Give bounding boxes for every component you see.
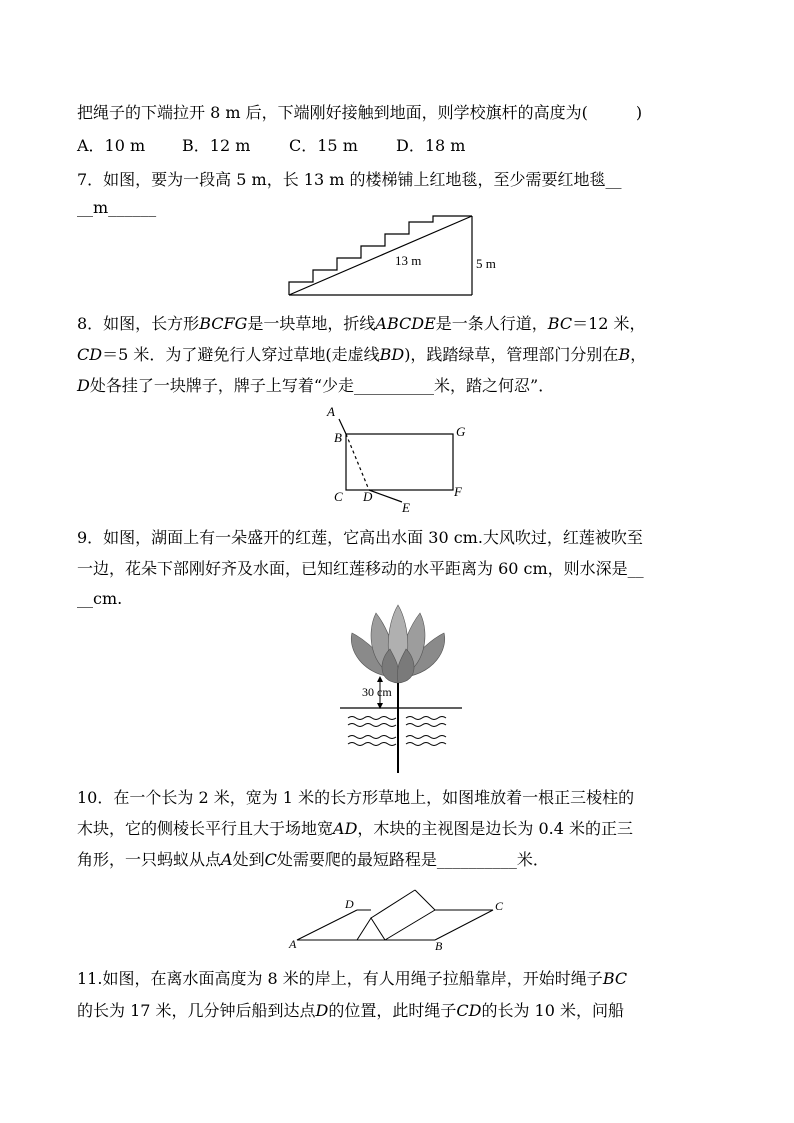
prism-edge-right	[385, 910, 435, 940]
q6-option-b: B．12 m	[182, 136, 251, 155]
label-c: C	[495, 899, 504, 913]
prism-front-face	[357, 918, 385, 940]
rectangle-path-figure	[320, 402, 480, 514]
stair-hypotenuse	[289, 216, 472, 295]
ground-right	[435, 910, 493, 940]
label-a: A	[289, 937, 297, 951]
label-d: D	[363, 489, 373, 504]
stair-hyp-label: 13 m	[395, 253, 422, 268]
q6-option-d: D．18 m	[396, 136, 466, 155]
q11-text-line2: 的长为 17 米，几分钟后船到达点D的位置，此时绳子CD的长为 10 米，问船	[77, 1001, 625, 1020]
label-f: F	[454, 484, 462, 499]
q9-text-line3: __cm.	[77, 589, 123, 608]
label-e: E	[402, 500, 410, 514]
q6-option-a: A．10 m	[77, 136, 146, 155]
grass-rectangle	[346, 434, 453, 490]
label-c: C	[334, 489, 343, 504]
q9-text-line1: 9．如图，湖面上有一朵盛开的红莲，它高出水面 30 cm.大风吹过，红莲被吹至	[77, 528, 643, 547]
path-de	[369, 490, 402, 502]
ground-left	[297, 910, 357, 940]
prism-back-right	[415, 890, 435, 910]
lotus-figure	[340, 603, 465, 775]
path-dashed-bd	[346, 434, 369, 490]
q10-text-line3: 角形，一只蚂蚁从点A处到C处需要爬的最短路程是__________米．	[77, 850, 549, 869]
q6-option-c: C．15 m	[289, 136, 358, 155]
prism-figure	[285, 886, 510, 956]
q9-text-line2: 一边，花朵下部刚好齐及水面，已知红莲移动的水平距离为 60 cm，则水深是__	[77, 559, 644, 578]
label-g: G	[456, 424, 466, 439]
label-b: B	[334, 430, 342, 445]
label-d: D	[345, 897, 354, 911]
q10-text-line1: 10．在一个长为 2 米，宽为 1 米的长方形草地上，如图堆放着一根正三棱柱的	[77, 788, 635, 807]
stair-height-label: 5 m	[476, 256, 496, 271]
prism-edge-top	[371, 890, 415, 918]
label-b: B	[435, 939, 443, 953]
q10-text-line2: 木块，它的侧棱长平行且大于场地宽AD，木块的主视图是边长为 0.4 米的正三	[77, 819, 634, 838]
label-a: A	[327, 404, 335, 419]
arrow-head-up	[377, 676, 383, 682]
q7-text-line2: __m______	[77, 198, 157, 217]
q8-text-line3: D处各挂了一块牌子，牌子上写着“少走__________米，踏之何忍”．	[77, 376, 555, 395]
q6-text: 把绳子的下端拉开 8 m 后，下端刚好接触到地面，则学校旗杆的高度为( )	[77, 103, 643, 122]
q11-text-line1: 11.如图，在离水面高度为 8 米的岸上，有人用绳子拉船靠岸，开始时绳子BC	[77, 969, 628, 988]
q7-text-line1: 7．如图，要为一段高 5 m，长 13 m 的楼梯铺上红地毯，至少需要红地毯__	[77, 170, 622, 189]
q8-text-line1: 8．如图，长方形BCFG是一块草地，折线ABCDE是一条人行道，BC＝12 米，	[77, 314, 646, 333]
staircase-figure	[285, 212, 505, 302]
height-label: 30 cm	[362, 685, 392, 699]
q8-text-line2: CD＝5 米．为了避免行人穿过草地(走虚线BD)，践踏绿草，管理部门分别在B，	[77, 345, 647, 364]
